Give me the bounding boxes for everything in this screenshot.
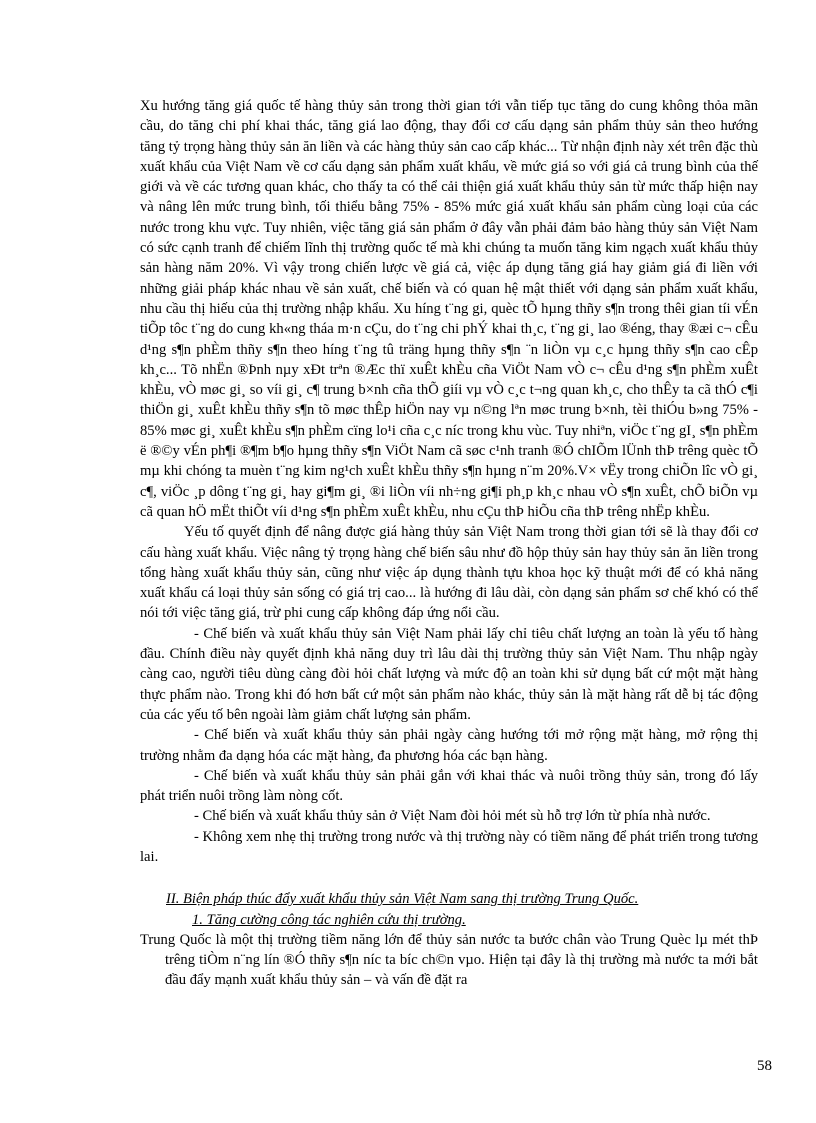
bullet-quality-safety: - Chế biến và xuất khẩu thủy sản Việt Nam phải lấy chỉ tiêu chất lượng an toàn là yếu tố hàng đầu. Chính điều này quyết định khả năng duy trì lâu dài thị trường thủy sản Việt Nam. Thu nhập ngày càng cao, người tiêu dùng càng đòi hỏi chất lượng và mức độ an toàn khi sử dụng bất cứ một mặt hàng thực phẩm nào. Trong khi đó hơn bất cứ một sản phẩm nào khác, thủy sản là mặt hàng rất dễ bị tác động của các yếu tố bên ngoài làm giảm chất lượng sản phẩm. <box>140 625 758 723</box>
paragraph-export-structure: Yếu tố quyết định để nâng được giá hàng thủy sản Việt Nam trong thời gian tới sẽ là thay đổi cơ cấu hàng xuất khẩu. Việc nâng tỷ trọng hàng chế biến sâu như đồ hộp thủy sản hay thủy sản ăn liền trong tổng hàng xuất khẩu thủy sản, cũng như việc áp dụng thành tựu khoa học kỹ thuật mới để có khả năng xuất khẩu cá loại thủy sản sống có giá trị cao... là hướng đi lâu dài, còn dạng sản phẩm sơ chế khó có thể nói tới việc tăng giá, trừ phi cung cấp không đáp ứng nổi cầu. <box>140 524 758 622</box>
page-number: 58 <box>757 1058 772 1074</box>
bullet-market-expansion: - Chế biến và xuất khẩu thủy sản phải ngày càng hướng tới mở rộng mặt hàng, mở rộng thị trường nhằm đa dạng hóa các mặt hàng, đa phương hóa các bạn hàng. <box>140 727 758 764</box>
bullet-aquaculture: - Chế biến và xuất khẩu thủy sản phải gắn với khai thác và nuôi trồng thủy sản, trong đó lấy phát triển nuôi trồng làm nòng cốt. <box>140 767 758 805</box>
paragraph-price-trend: Xu hướng tăng giá quốc tế hàng thủy sản trong thời gian tới vẫn tiếp tục tăng do cung không thỏa mãn cầu, do tăng chi phí khai thác, tăng giá lao động, thay đổi cơ cấu dạng sản phẩm thủy sản theo hướng tăng tỷ trọng hàng thủy sản ăn liền và các hàng thủy sản cao cấp khác... Từ nhận định này xét trên đặc thù xuất khẩu của Việt Nam về cơ cấu dạng sản phẩm xuất khẩu, về mức giá so với giá cả trung bình của thế giới và về các tương quan khác, cho thấy ta có thể cải thiện giá xuất khẩu thủy sản từ mức thấp hiện nay và nâng lên mức trung bình, tối thiểu bằng 75% - 85% mức giá xuất khẩu sản phẩm cùng loại của các nước trong khu vực. Tuy nhiên, việc tăng giá sản phẩm ở đây vẫn phải đảm bảo hàng thủy sản Việt Nam có sức cạnh tranh để chiếm lĩnh thị trường quốc tế mà khi chúng ta muốn tăng kim ngạch xuất khẩu thủy sản hàng năm 20%. Vì vậy trong chiến lược về giá cả, việc áp dụng tăng giá hay giảm giá đi liền với những giải pháp khác nhau về sản xuất, chế biến và có quan hệ mật thiết với dạng sản phẩm xuất khẩu, nhu cầu thị hiếu của thị trường nhập khẩu. Xu híng t¨ng gi, quèc tÕ hµng thñy s¶n trong thêi gian tíi vÉn tiÕp tôc t¨ng do cung kh«ng tháa m·n cÇu, do t¨ng chi phÝ khai th¸c, t¨ng gi¸ lao ®éng, thay ®æi c¬ cÊu d¹ng s¶n phÈm thñy s¶n theo híng t¨ng tû träng hµng thñy s¶n ¨n liÒn vµ c¸c hµng thñy s¶n cao cÊp kh¸c... Tõ nhËn ®Þnh nµy xÐt trªn ®Æc thï xuÊt khÈu cña ViÖt Nam vÒ c¬ cÊu d¹ng s¶n phÈm xuÊt khÈu, vÒ møc gi¸ so víi gi¸ c¶ trung b×nh cña thÕ giíi vµ vÒ c¸c t¬ng quan kh¸c, cho thÊy ta cã thÓ c¶i thiÖn gi¸ xuÊt khÈu thñy s¶n tõ møc thÊp hiÖn nay vµ n©ng lªn møc trung b×nh, tèi thiÓu b»ng 75% - 85% møc gi¸ xuÊt khÈu s¶n phÈm cïng lo¹i cña c¸c níc trong khu vùc. Tuy nhiªn, viÖc t¨ng gI¸ s¶n phÈm ë ®©y vÉn ph¶i ®¶m b¶o hµng thñy s¶n ViÖt Nam cã søc c¹nh tranh ®Ó chIÕm lÜnh thÞ trêng quèc tÕ mµ khi chóng ta muèn t¨ng kim ng¹ch xuÊt khÈu thñy s¶n hµng n¨m 20%.V× vËy trong chiÕn lîc vÒ gi¸ c¶, viÖc ¸p dông t¨ng gi¸ hay gi¶m gi¸ ®i liÒn víi nh÷ng gi¶i ph¸p kh¸c nhau vÒ s¶n xuÊt, chÕ biÕn vµ cã quan hÖ mËt thiÕt víi d¹ng s¶n phÈm xuÊt khÈu, nhu cÇu thÞ hiÕu cña thÞ trêng nhËp khÈu. <box>140 98 758 520</box>
section-heading: II. Biện pháp thúc đẩy xuất khẩu thủy sản Việt Nam sang thị trường Trung Quốc. <box>166 891 639 908</box>
bullet-domestic-market: - Không xem nhẹ thị trường trong nước và thị trường này có tiềm năng để phát triển trong tương lai. <box>140 828 758 865</box>
document-page <box>140 96 758 991</box>
paragraph-china-market: Trung Quốc là một thị trường tiềm năng lớn để thủy sản nước ta bước chân vào Trung Quèc lµ mét thÞ trêng tiÒm n¨ng lín ®Ó thñy s¶n níc ta bíc ch©n vµo. Hiện tại đây là thị trường mà nước ta mới bắt đầu đẩy mạnh xuất khẩu thủy sản – và vấn đề đặt ra <box>140 931 758 989</box>
subsection-heading: 1. Tăng cường công tác nghiên cứu thị trường. <box>192 911 466 928</box>
bullet-state-support: - Chế biến và xuất khẩu thủy sản ở Việt Nam đòi hỏi mét sù hỗ trợ lớn từ phía nhà nước. <box>194 808 711 825</box>
